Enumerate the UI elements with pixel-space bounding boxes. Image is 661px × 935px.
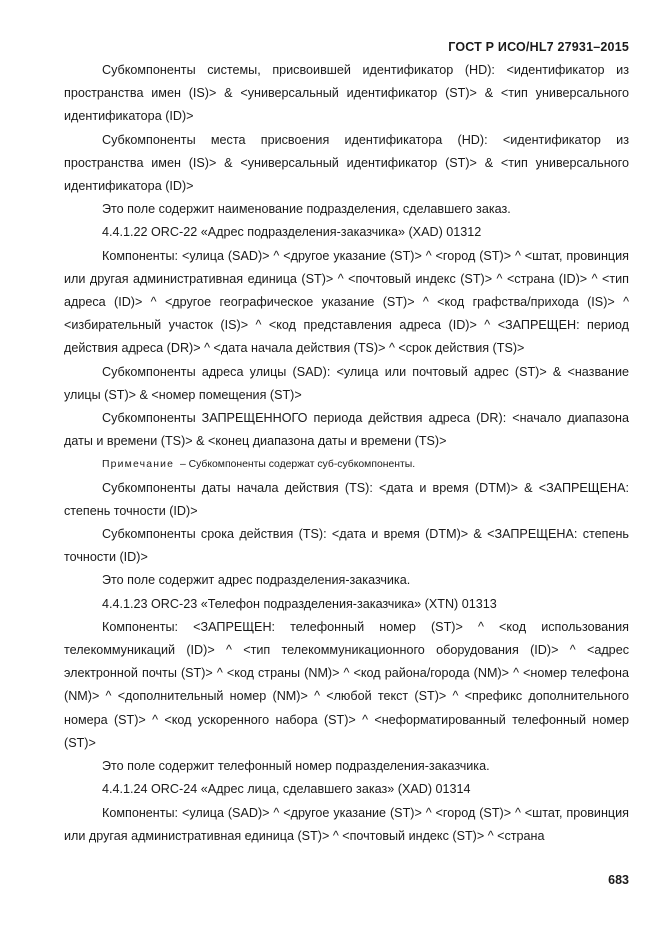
paragraph-dr-subcomponents: Субкомпоненты ЗАПРЕЩЕННОГО периода действия адреса (DR): <начало диапазона даты и времени (TS)> & <конец диапазона даты и времени (TS)>: [64, 411, 629, 449]
paragraph-hd-system-subcomponents: Субкомпоненты системы, присвоившей идентификатор (HD): <идентификатор из пространства имен (IS)> & <универсальный идентификатор (ST)> & <тип универсального идентификатора (ID)>: [64, 63, 629, 124]
paragraph-ordering-unit-name: Это поле содержит наименование подразделения, сделавшего заказ.: [102, 202, 511, 217]
paragraph-ordering-unit-phone: Это поле содержит телефонный номер подразделения-заказчика.: [102, 759, 490, 774]
note-text: – Субкомпоненты содержат суб-субкомпоненты.: [179, 459, 416, 471]
paragraph-orc22-components: Компоненты: <улица (SAD)> ^ <другое указание (ST)> ^ <город (ST)> ^ <штат, провинция или другая административная единица (ST)> ^ <почтовый индекс (ST)> ^ <страна (ID)> ^ <тип адреса (ID)> ^ <другое географическое указание (ST)> ^ <код графства/прихода (IS)> ^ <избирательный участок (IS)> ^ <код представления адреса (ID)> ^ <ЗАПРЕЩЕН: период действия адреса (DR)> ^ <дата начала действия (TS)> ^ <срок действия (TS)>: [64, 248, 629, 356]
paragraph-hd-place-subcomponents: Субкомпоненты места присвоения идентификатора (HD): <идентификатор из пространства имен (IS)> & <универсальный идентификатор (ST)> & <тип универсального идентификатора (ID)>: [64, 132, 629, 194]
paragraph-start-date-subcomponents: Субкомпоненты даты начала действия (TS): <дата и время (DTM)> & <ЗАПРЕЩЕНА: степень точности (ID)>: [64, 480, 629, 518]
note-label: Примечание: [102, 459, 175, 471]
standard-header: ГОСТ Р ИСО/HL7 27931–2015: [448, 40, 629, 54]
section-heading-orc24: 4.4.1.24 ORC-24 «Адрес лица, сделавшего заказ» (XAD) 01314: [102, 782, 471, 797]
paragraph-ordering-unit-address: Это поле содержит адрес подразделения-заказчика.: [102, 573, 411, 588]
paragraph-end-date-subcomponents: Субкомпоненты срока действия (TS): <дата и время (DTM)> & <ЗАПРЕЩЕНА: степень точности (ID)>: [64, 527, 629, 565]
section-heading-orc22: 4.4.1.22 ORC-22 «Адрес подразделения-заказчика» (XAD) 01312: [102, 225, 482, 240]
section-heading-orc23: 4.4.1.23 ORC-23 «Телефон подразделения-заказчика» (XTN) 01313: [102, 596, 497, 611]
paragraph-orc24-components: Компоненты: <улица (SAD)> ^ <другое указание (ST)> ^ <город (ST)> ^ <штат, провинция или другая административная единица (ST)> ^ <почтовый индекс (ST)> ^ <страна: [64, 805, 629, 843]
document-body: [64, 59, 629, 848]
page-number: 683: [608, 873, 629, 887]
paragraph-sad-subcomponents: Субкомпоненты адреса улицы (SAD): <улица или почтовый адрес (ST)> & <название улицы (ST)> & <номер помещения (ST)>: [64, 364, 629, 402]
paragraph-orc23-components: Компоненты: <ЗАПРЕЩЕН: телефонный номер (ST)> ^ <код использования телекоммуникаций (ID)> ^ <тип телекоммуникационного оборудования (ID)> ^ <адрес электронной почты (ST)> ^ <код страны (NM)> ^ <код района/города (NM)> ^ <номер телефона (NM)> ^ <дополнительный номер (NM)> ^ <любой текст (ST)> ^ <префикс дополнительного номера (ST)> ^ <код ускоренного набора (ST)> ^ <неформатированный телефонный номер (ST)>: [64, 619, 629, 750]
note: [64, 453, 629, 476]
